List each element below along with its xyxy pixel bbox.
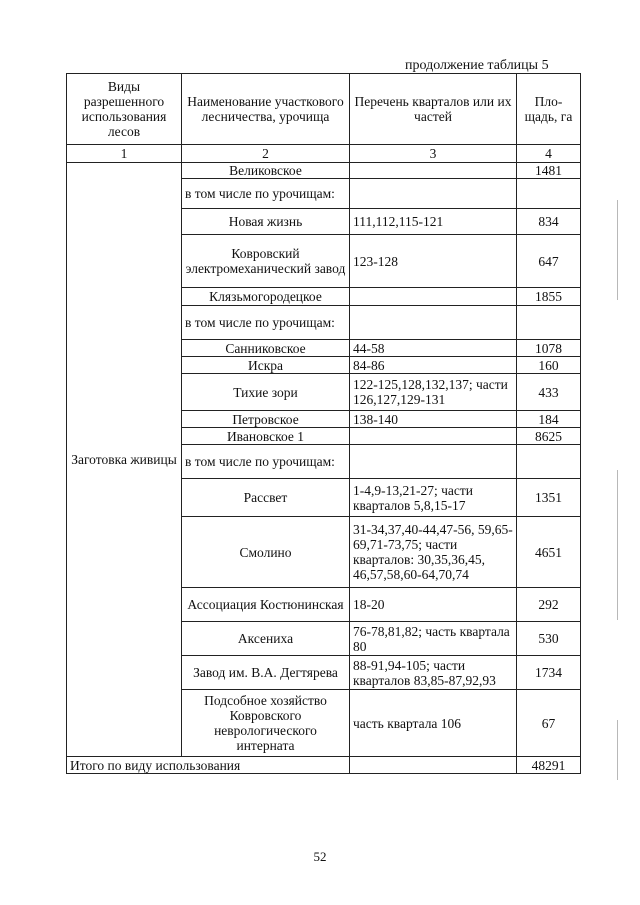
forestry-name: Новая жизнь xyxy=(182,209,350,235)
area-value: 1351 xyxy=(517,479,581,517)
area-value: 8625 xyxy=(517,428,581,445)
area-value: 1734 xyxy=(517,656,581,690)
scan-margin-line xyxy=(617,470,618,620)
quarters-list: 31-34,37,40-44,47-56, 59,65-69,71-73,75; части кварталов: 30,35,36,45, 46,57,58,60-64,70,74 xyxy=(350,517,517,588)
forestry-name: Подсобное хозяйство Ковровского неврологического интерната xyxy=(182,690,350,757)
header-area: Пло-щадь, га xyxy=(517,74,581,145)
area-value: 1078 xyxy=(517,340,581,357)
quarters-list xyxy=(350,163,517,179)
quarters-list: 88-91,94-105; части кварталов 83,85-87,92,93 xyxy=(350,656,517,690)
area-value: 292 xyxy=(517,588,581,622)
forestry-name: Клязьмогородецкое xyxy=(182,288,350,306)
column-numbering-row xyxy=(67,145,581,163)
quarters-list: 44-58 xyxy=(350,340,517,357)
area-value xyxy=(517,445,581,479)
quarters-list xyxy=(350,179,517,209)
forestry-name: Тихие зори xyxy=(182,374,350,411)
forestry-name: Санниковское xyxy=(182,340,350,357)
header-quarters: Перечень кварталов или их частей xyxy=(350,74,517,145)
quarters-list: 76-78,81,82; часть квартала 80 xyxy=(350,622,517,656)
forestry-name: Завод им. В.А. Дегтярева xyxy=(182,656,350,690)
area-value xyxy=(517,179,581,209)
total-area: 48291 xyxy=(517,757,581,774)
table-header-row xyxy=(67,74,581,145)
forest-use-table xyxy=(66,73,581,774)
area-value: 1481 xyxy=(517,163,581,179)
quarters-list: часть квартала 106 xyxy=(350,690,517,757)
quarters-list xyxy=(350,445,517,479)
area-value: 67 xyxy=(517,690,581,757)
quarters-list xyxy=(350,428,517,445)
forestry-name: Петровское xyxy=(182,411,350,428)
column-number: 4 xyxy=(517,145,581,163)
scan-margin-line xyxy=(617,720,618,780)
area-value: 4651 xyxy=(517,517,581,588)
subgroup-label: в том числе по урочищам: xyxy=(182,306,350,340)
area-value xyxy=(517,306,581,340)
forestry-name: Великовское xyxy=(182,163,350,179)
forestry-name: Ковровский электромеханический завод xyxy=(182,235,350,288)
quarters-list: 123-128 xyxy=(350,235,517,288)
quarters-list: 138-140 xyxy=(350,411,517,428)
area-value: 834 xyxy=(517,209,581,235)
total-label: Итого по виду использования xyxy=(67,757,350,774)
quarters-list xyxy=(350,306,517,340)
column-number: 1 xyxy=(67,145,182,163)
quarters-list: 18-20 xyxy=(350,588,517,622)
total-row xyxy=(67,757,581,774)
forestry-name: Искра xyxy=(182,357,350,374)
page-number: 52 xyxy=(313,849,327,864)
forestry-name: Ассоциация Костюнинская xyxy=(182,588,350,622)
forestry-name: Ивановское 1 xyxy=(182,428,350,445)
area-value: 647 xyxy=(517,235,581,288)
subgroup-label: в том числе по урочищам: xyxy=(182,445,350,479)
forestry-name: Смолино xyxy=(182,517,350,588)
column-number: 3 xyxy=(350,145,517,163)
quarters-list xyxy=(350,288,517,306)
area-value: 433 xyxy=(517,374,581,411)
subgroup-label: в том числе по урочищам: xyxy=(182,179,350,209)
area-value: 184 xyxy=(517,411,581,428)
forestry-name: Аксениха xyxy=(182,622,350,656)
quarters-list: 122-125,128,132,137; части 126,127,129-131 xyxy=(350,374,517,411)
quarters-list: 111,112,115-121 xyxy=(350,209,517,235)
total-quarters xyxy=(350,757,517,774)
column-number: 2 xyxy=(182,145,350,163)
table-row xyxy=(67,163,581,179)
quarters-list: 1-4,9-13,21-27; части кварталов 5,8,15-17 xyxy=(350,479,517,517)
table-continuation-caption: продолжение таблицы 5 xyxy=(405,58,549,73)
area-value: 160 xyxy=(517,357,581,374)
scan-margin-line xyxy=(617,200,618,300)
usage-type-cell: Заготовка живицы xyxy=(67,163,182,757)
quarters-list: 84-86 xyxy=(350,357,517,374)
header-usage-type: Виды разрешенного использования лесов xyxy=(67,74,182,145)
header-forestry-name: Наименование участкового лесничества, урочища xyxy=(182,74,350,145)
forestry-name: Рассвет xyxy=(182,479,350,517)
area-value: 530 xyxy=(517,622,581,656)
area-value: 1855 xyxy=(517,288,581,306)
